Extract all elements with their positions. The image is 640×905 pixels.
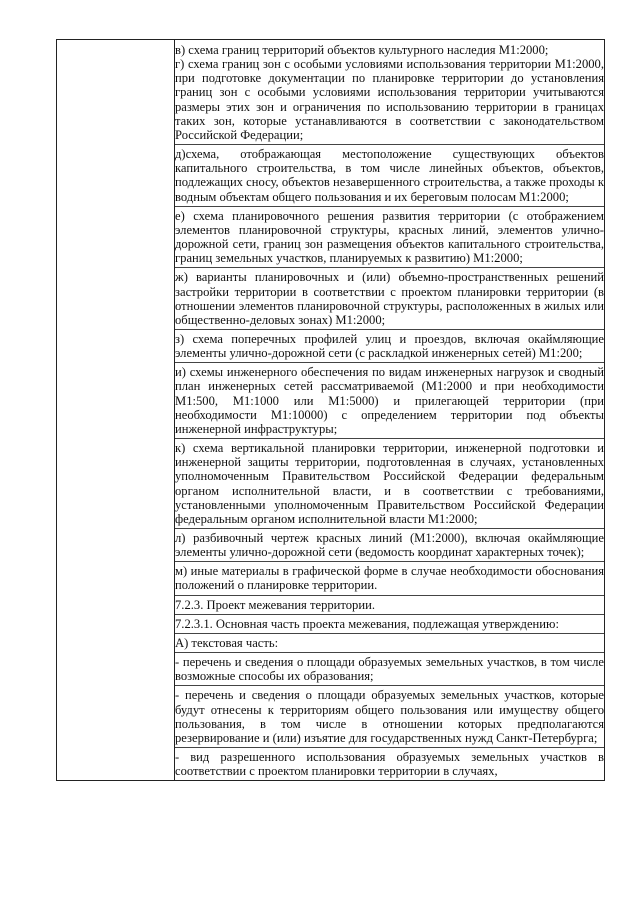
paragraph: г) схема границ зон с особыми условиями использования территории М1:2000, при подготовке документации по планировке территории до установления границ зон с особыми условиями использования территории учитываются размеры этих зон и ограничения по использованию территории в границах таких зон, которые устанавливаются в соответствии с законодательством Российской Федерации; xyxy=(175,57,604,142)
paragraph: в) схема границ территорий объектов культурного наследия М1:2000; xyxy=(175,43,549,57)
text-block xyxy=(175,750,604,780)
text-block xyxy=(175,209,604,269)
text-block xyxy=(175,365,604,439)
text-block xyxy=(175,636,604,653)
paragraph: - перечень и сведения о площади образуемых земельных участков, в том числе возможные способы их образования; xyxy=(175,655,604,684)
paragraph: ж) варианты планировочных и (или) объемно-пространственных решений застройки территории в соответствии с проектом планировки территории (в отношении элементов планировочной структуры, расположенных в жилых или общественно-деловых зонах) М1:2000; xyxy=(175,270,604,327)
text-block xyxy=(175,688,604,748)
text-block xyxy=(175,617,604,634)
document-table xyxy=(56,39,605,781)
text-block xyxy=(175,332,604,363)
text-block xyxy=(175,147,604,207)
left-column-cell xyxy=(57,40,175,781)
paragraph: А) текстовая часть: xyxy=(175,635,279,650)
paragraph: к) схема вертикальной планировки территории, инженерной подготовки и инженерной защиты территории, подготовленная в случаях, установленных уполномоченным Правительством Российской Федерации федеральным органом исполнительной власти, и в соответствии с требованиями, установленными уполномоченным Правительством Российской Федерации федеральным органом исполнительной власти М1:2000; xyxy=(175,441,604,526)
paragraph: 7.2.3. Проект межевания территории. xyxy=(175,597,375,612)
content-blocks xyxy=(175,43,604,780)
paragraph: е) схема планировочного решения развития территории (с отображением элементов планировочной структуры, красных линий, элементов улично-дорожной сети, границ зон размещения объектов капитального строительства, границ земельных участков, планируемых к развитию) М1:2000; xyxy=(175,208,604,266)
text-block xyxy=(175,564,604,595)
text-block xyxy=(175,441,604,529)
paragraph: и) схемы инженерного обеспечения по видам инженерных нагрузок и сводный план инженерных сетей рассматриваемой (М1:2000 и при необходимости М1:500, М1:1000 или М1:5000) и прилегающей территории (при необходимости М1:10000) с определением территории под объекты инженерной инфраструктуры; xyxy=(175,365,604,436)
text-block xyxy=(175,531,604,562)
paragraph: д)схема, отображающая местоположение существующих объектов капитального строительства, в том числе линейных объектов, объектов, подлежащих сносу, объектов незавершенного строительства, а также проходы к водным объектам общего пользования и их береговым полосам М1:2000; xyxy=(175,147,604,204)
paragraph: - перечень и сведения о площади образуемых земельных участков, которые будут отнесены к территориям общего пользования или имуществу общего пользования, в том числе в отношении которых предполагаются резервирование и (или) изъятие для государственных нужд Санкт-Петербурга; xyxy=(175,688,604,745)
paragraph: - вид разрешенного использования образуемых земельных участков в соответствии с проектом планировки территории в случаях, xyxy=(175,750,604,779)
text-block xyxy=(175,43,604,145)
text-block xyxy=(175,270,604,330)
paragraph: л) разбивочный чертеж красных линий (М1:2000), включая окаймляющие элементы улично-дорожной сети (ведомость координат характерных точек); xyxy=(175,531,604,560)
paragraph: м) иные материалы в графической форме в случае необходимости обоснования положений о планировке территории. xyxy=(175,564,604,593)
right-column-cell xyxy=(175,40,605,781)
text-block xyxy=(175,655,604,686)
paragraph: 7.2.3.1. Основная часть проекта межевания, подлежащая утверждению: xyxy=(175,616,559,631)
paragraph: з) схема поперечных профилей улиц и проездов, включая окаймляющие элементы улично-дорожной сети (с раскладкой инженерных сетей) М1:200; xyxy=(175,331,604,361)
text-block xyxy=(175,598,604,615)
